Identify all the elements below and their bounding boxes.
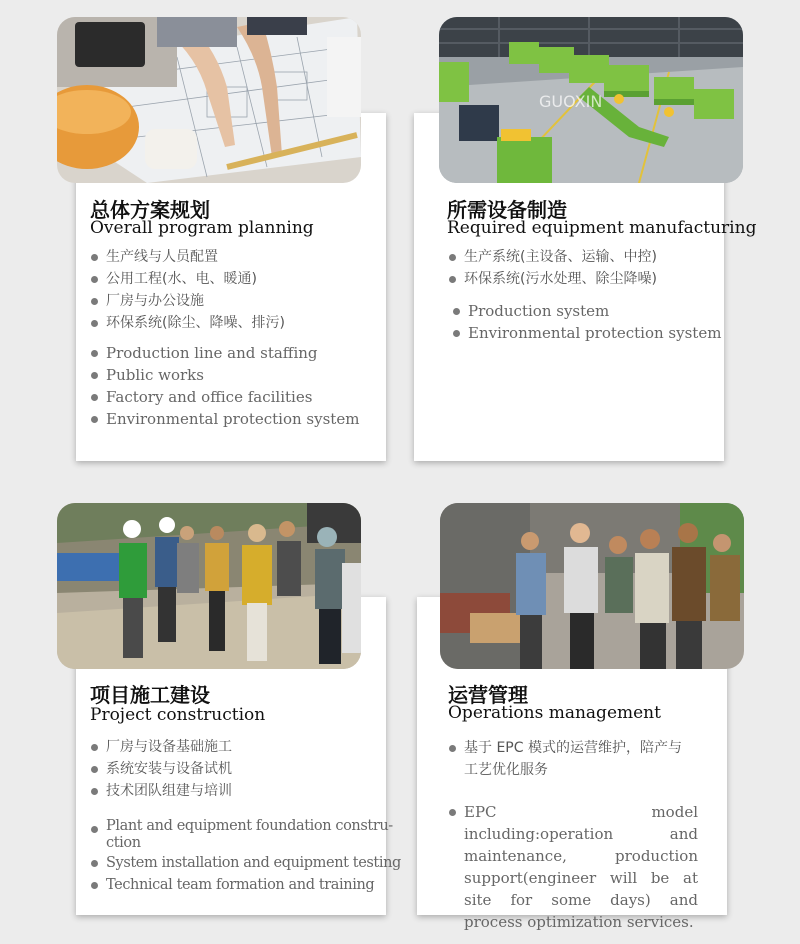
list-item: Environmental protection system: [90, 408, 359, 430]
list-item-line: Plant and equipment foundation constru-: [106, 818, 393, 834]
panel-zh-list: [90, 246, 285, 334]
list-item: Environmental protection system: [452, 322, 721, 344]
list-item: Technical team formation and training: [90, 874, 401, 896]
manufacturing-photo: [439, 17, 743, 183]
list-item: [448, 737, 682, 781]
construction-photo: [57, 503, 361, 669]
svg-text:GUOXIN: GUOXIN: [539, 92, 603, 111]
panel-title-zh: 总体方案规划: [90, 198, 210, 222]
list-item: 厂房与办公设施: [90, 290, 285, 312]
list-item: [90, 818, 401, 852]
panel-en-list: [448, 801, 698, 933]
panel-zh-list: [90, 736, 232, 802]
list-item: 生产线与人员配置: [90, 246, 285, 268]
list-item-line: 基于 EPC 模式的运营维护，陪产与: [464, 740, 682, 756]
list-item: 厂房与设备基础施工: [90, 736, 232, 758]
list-item: 技术团队组建与培训: [90, 780, 232, 802]
list-item: 公用工程(水、电、暖通): [90, 268, 285, 290]
list-item: 环保系统(污水处理、除尘降噪): [448, 268, 657, 290]
list-item: EPC model including:operation and maintenance, production support(engineer will be at site for some days) and process optimization services.: [448, 801, 698, 933]
panel-title-zh: 项目施工建设: [90, 683, 210, 707]
list-item: Production line and staffing: [90, 342, 359, 364]
panel-zh-list: [448, 737, 682, 781]
panel-title-en: Required equipment manufacturing: [447, 218, 757, 238]
list-item-line: 工艺优化服务: [464, 762, 548, 778]
list-item-line: ction: [106, 835, 141, 851]
planning-photo: [57, 17, 361, 183]
list-item: Public works: [90, 364, 359, 386]
panel-en-list: [90, 342, 359, 430]
panel-title-en: Project construction: [90, 705, 266, 725]
panel-title-zh: 所需设备制造: [447, 198, 567, 222]
list-item: 环保系统(除尘、降噪、排污): [90, 312, 285, 334]
operations-photo: [440, 503, 744, 669]
list-item: System installation and equipment testing: [90, 852, 401, 874]
list-item: 系统安装与设备试机: [90, 758, 232, 780]
panel-en-list: [452, 300, 721, 344]
panel-en-list: [90, 818, 401, 896]
list-item: Factory and office facilities: [90, 386, 359, 408]
panel-zh-list: [448, 246, 657, 290]
list-item: 生产系统(主设备、运输、中控): [448, 246, 657, 268]
panel-title-en: Operations management: [448, 703, 661, 723]
list-item: Production system: [452, 300, 721, 322]
panel-title-zh: 运营管理: [448, 683, 528, 707]
panel-title-en: Overall program planning: [90, 218, 314, 238]
